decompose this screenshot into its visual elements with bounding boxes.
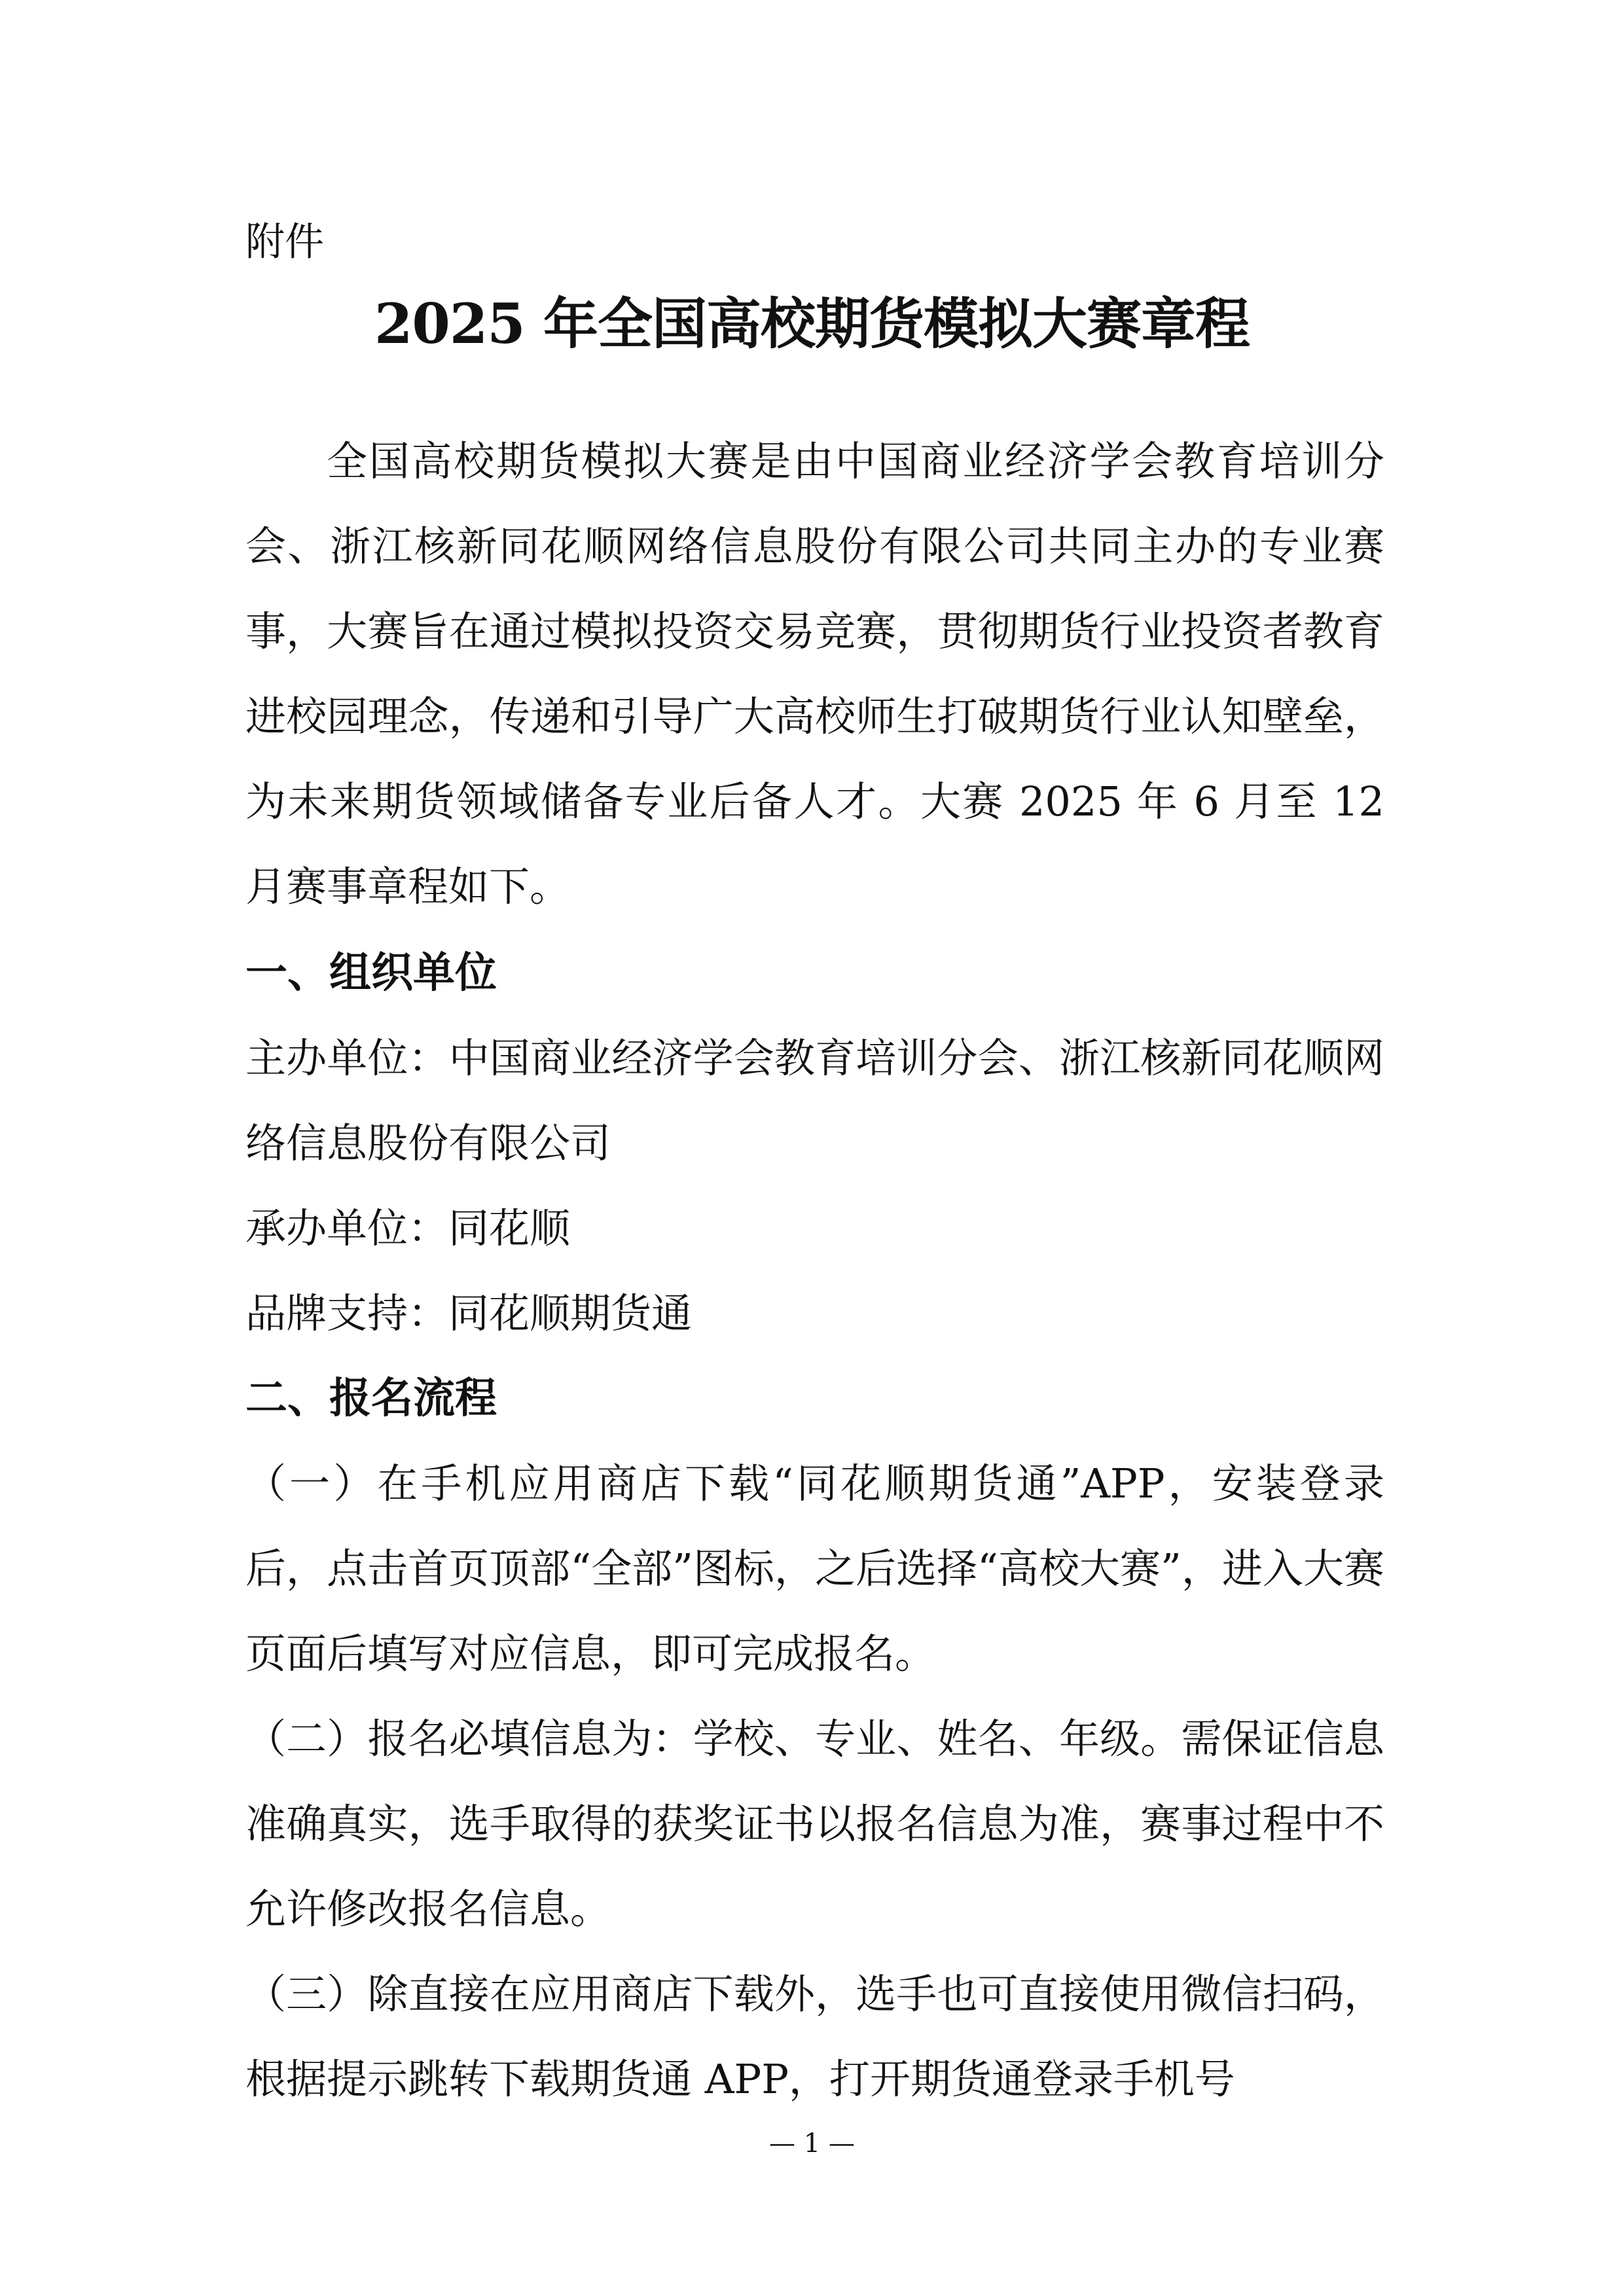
registration-step-2: （二）报名必填信息为：学校、专业、姓名、年级。需保证信息准确真实，选手取得的获奖证书以报名信息为准，赛事过程中不允许修改报名信息。 <box>245 1715 1384 1933</box>
attachment-label: 附件 <box>245 219 324 265</box>
section-heading-organizers: 一、组织单位 <box>245 949 497 997</box>
registration-step-1: （一）在手机应用商店下载“同花顺期货通”APP，安装登录后，点击首页顶部“全部”图标，之后选择“高校大赛”，进入大赛页面后填写对应信息，即可完成报名。 <box>245 1460 1384 1677</box>
intro-paragraph: 全国高校期货模拟大赛是由中国商业经济学会教育培训分会、浙江核新同花顺网络信息股份有限公司共同主办的专业赛事，大赛旨在通过模拟投资交易竞赛，贯彻期货行业投资者教育进校园理念，传递和引导广大高校师生打破期货行业认知壁垒，为未来期货领域储备专业后备人才。大赛 2025 年 6 月至 12 月赛事章程如下。 <box>245 437 1384 910</box>
brand-support: 品牌支持：同花顺期货通 <box>245 1289 693 1337</box>
section-heading-registration: 二、报名流程 <box>245 1374 497 1423</box>
document-title: 2025 年全国高校期货模拟大赛章程 <box>374 291 1250 356</box>
registration-step-3: （三）除直接在应用商店下载外，选手也可直接使用微信扫码，根据提示跳转下载期货通 APP，打开期货通登录手机号 <box>245 1970 1384 2103</box>
organizer-unit: 承办单位：同花顺 <box>245 1204 571 1252</box>
page-number: — 1 — <box>769 2128 855 2159</box>
host-units: 主办单位：中国商业经济学会教育培训分会、浙江核新同花顺网络信息股份有限公司 <box>245 1034 1384 1167</box>
